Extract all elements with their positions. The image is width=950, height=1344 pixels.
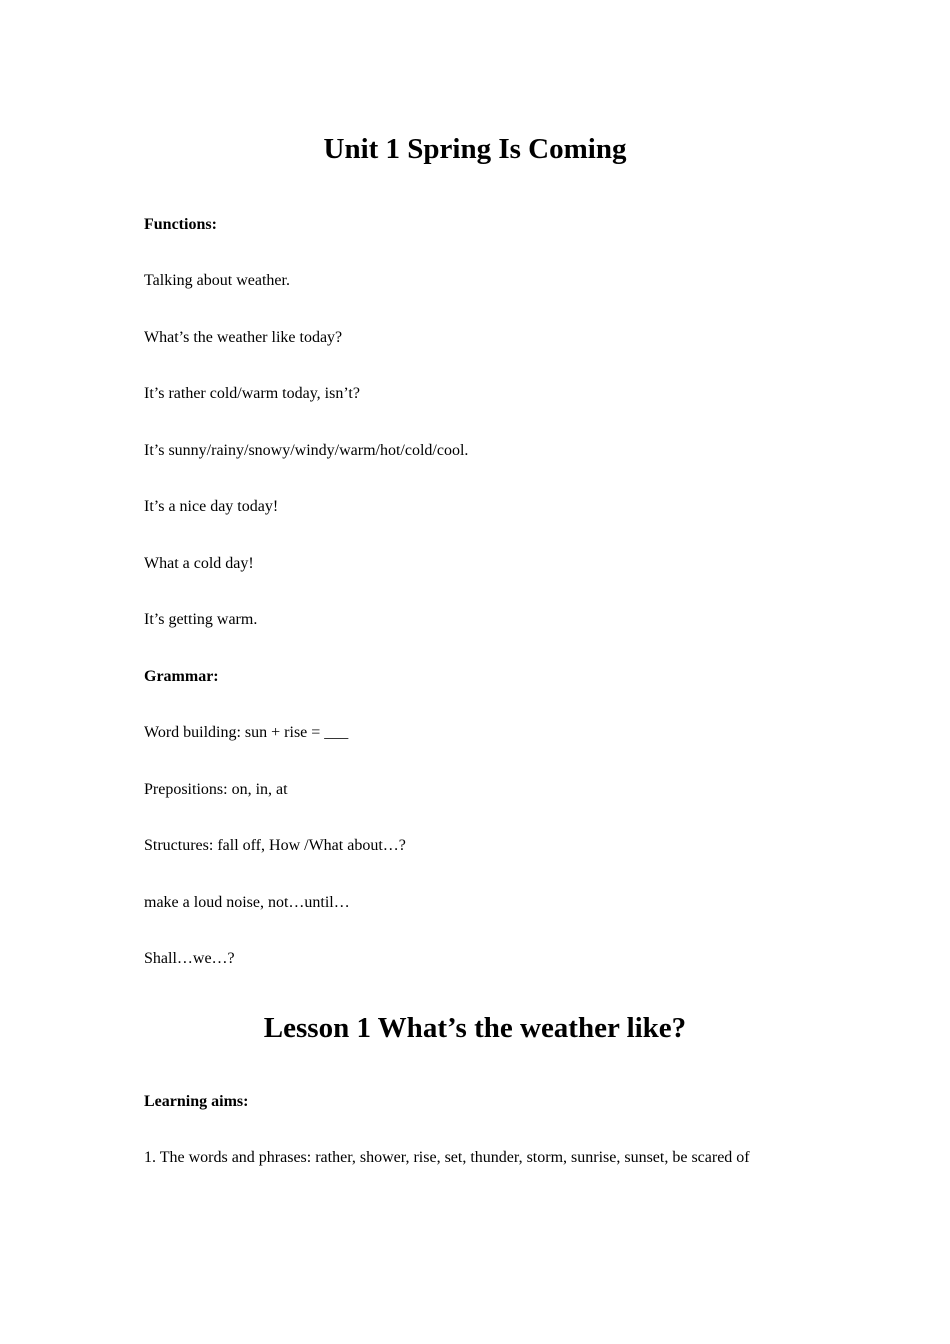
- functions-item: Talking about weather.: [144, 272, 290, 289]
- functions-heading: Functions:: [144, 216, 217, 233]
- learning-aims-heading: Learning aims:: [144, 1093, 249, 1110]
- grammar-item: Word building: sun + rise = ___: [144, 724, 349, 741]
- functions-item: It’s sunny/rainy/snowy/windy/warm/hot/cold/cool.: [144, 442, 469, 459]
- grammar-item: make a loud noise, not…until…: [144, 894, 350, 911]
- grammar-heading: Grammar:: [144, 668, 219, 685]
- functions-item: It’s rather cold/warm today, isn’t?: [144, 385, 360, 402]
- functions-item: What’s the weather like today?: [144, 329, 343, 346]
- grammar-item: Structures: fall off, How /What about…?: [144, 837, 406, 854]
- grammar-item: Prepositions: on, in, at: [144, 781, 288, 798]
- grammar-item: Shall…we…?: [144, 950, 235, 967]
- functions-item: It’s a nice day today!: [144, 498, 279, 515]
- functions-item: It’s getting warm.: [144, 611, 258, 628]
- learning-aims-item: 1. The words and phrases: rather, shower, rise, set, thunder, storm, sunrise, sunset, be scared of: [144, 1149, 750, 1166]
- unit-title: Unit 1 Spring Is Coming: [323, 133, 627, 165]
- lesson-title: Lesson 1 What’s the weather like?: [263, 1012, 687, 1044]
- functions-item: What a cold day!: [144, 555, 254, 572]
